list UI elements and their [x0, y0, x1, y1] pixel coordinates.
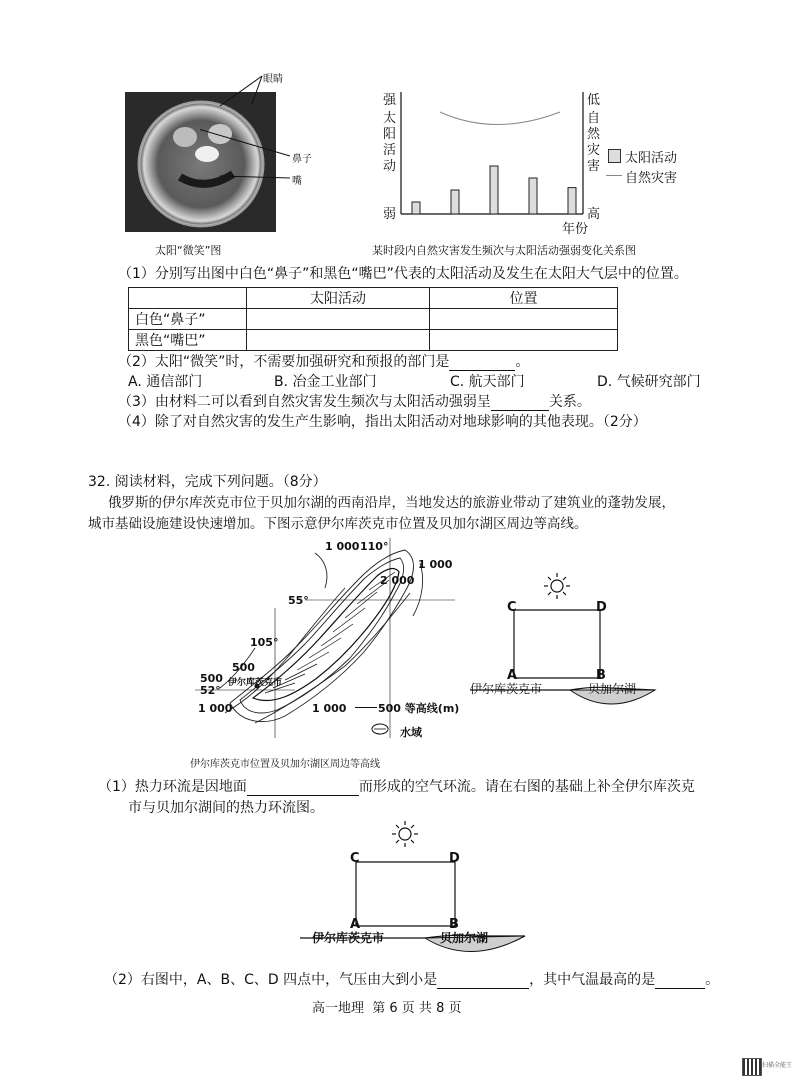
q2-end: 。	[515, 354, 530, 370]
contour-legend-line	[355, 707, 377, 708]
answer-city-label: 伊尔库茨克市	[312, 931, 385, 945]
lake-label: 贝加尔湖	[588, 682, 637, 696]
right-axis-top: 低	[587, 93, 601, 108]
answer-cell[interactable]	[247, 309, 430, 330]
q1-text: （1）分别写出图中白色“鼻子”和黑色“嘴巴”代表的太阳活动及发生在太阳大气层中的位置。	[118, 266, 688, 282]
sun-icon	[392, 821, 418, 847]
q2-blank[interactable]	[449, 370, 515, 371]
map-label-irkutsk: 伊尔库茨克市	[228, 678, 283, 688]
map-label-1000-left: 1 000	[198, 702, 233, 715]
q32-title: 32. 阅读材料，完成下列问题。（8分）	[88, 474, 327, 490]
q3-end: 关系。	[548, 394, 591, 410]
q2-option-a: A. 通信部门	[128, 374, 203, 390]
table-header-position: 位置	[430, 288, 618, 309]
table-header-row	[129, 288, 618, 309]
q2-option-b: B. 冶金工业部门	[274, 374, 377, 390]
table-header-activity: 太阳活动	[247, 288, 430, 309]
q32-2-text-a: （2）右图中，A、B、C、D 四点中，气压由大到小是	[104, 972, 438, 988]
city-label: 伊尔库茨克市	[470, 682, 543, 696]
figure1-caption: 太阳“微笑”图	[155, 244, 222, 257]
q32-2-text-b: ，其中气温最高的是	[529, 972, 656, 988]
point-b-label: B	[596, 668, 606, 683]
legend-disaster: 自然灾害	[625, 171, 678, 186]
q32-1-blank[interactable]	[247, 795, 359, 796]
left-axis-bottom: 弱	[383, 207, 397, 222]
left-axis-top: 强	[383, 93, 397, 108]
q2-option-d: D. 气候研究部门	[597, 374, 701, 390]
solar-activity-bar	[568, 188, 576, 214]
qr-code-icon	[742, 1058, 762, 1076]
answer-point-c: C	[350, 851, 360, 866]
map-label-110: 110°	[360, 540, 389, 553]
left-axis-title: 太阳活动	[383, 111, 397, 174]
solar-disaster-chart	[400, 92, 586, 216]
water-legend-text: 水域	[400, 726, 422, 739]
map-label-500-a: 500	[232, 661, 255, 674]
q32-1-text-b: 而形成的空气环流。请在右图的基础上补全伊尔库茨克	[358, 779, 695, 795]
q1-answer-table	[128, 287, 618, 351]
nose-label: 鼻子	[292, 154, 312, 165]
q2-text: （2）太阳“微笑”时，不需要加强研究和预报的部门是	[118, 354, 450, 370]
q32-2-line	[104, 971, 719, 989]
answer-cell[interactable]	[430, 330, 618, 351]
page-footer: 高一地理 第 6 页 共 8 页	[312, 1001, 462, 1016]
sun-icon	[544, 573, 570, 599]
solar-activity-bar	[451, 190, 459, 214]
q3-blank[interactable]	[491, 410, 549, 411]
map-label-1000-bottom: 1 000	[312, 702, 347, 715]
point-c-label: C	[507, 600, 517, 615]
figure2-caption: 某时段内自然灾害发生频次与太阳活动强弱变化关系图	[372, 244, 636, 257]
watermark-text: 扫描全能王	[762, 1062, 793, 1069]
eyes-label: 眼睛	[263, 74, 283, 85]
map-label-52: 52°	[200, 684, 221, 697]
answer-lake-label: 贝加尔湖	[440, 931, 489, 945]
legend-bar-swatch	[608, 149, 621, 163]
contour-legend-text: 500 等高线(m)	[378, 702, 460, 715]
map-label-1000-right: 1 000	[418, 558, 453, 571]
point-a-label: A	[507, 668, 518, 683]
q32-1-text-a: （1）热力环流是因地面	[98, 779, 247, 795]
table-header-empty	[129, 288, 247, 309]
q3-line	[118, 393, 591, 411]
q32-1-line1	[98, 778, 695, 796]
map-label-55: 55°	[288, 594, 309, 607]
q32-para1: 俄罗斯的伊尔库茨克市位于贝加尔湖的西南沿岸，当地发达的旅游业带动了建筑业的蓬勃发展，	[108, 495, 675, 511]
map-label-2000: 2 000	[380, 574, 415, 587]
q32-2-blank-pressure[interactable]	[437, 988, 529, 989]
table-row	[129, 330, 618, 351]
right-axis-bottom: 高	[587, 207, 601, 222]
q2-line	[118, 353, 529, 371]
answer-point-d: D	[449, 851, 460, 866]
solar-activity-bar	[490, 166, 498, 214]
map-label-500-b: 500	[200, 672, 223, 685]
right-axis-title: 自然灾害	[587, 111, 601, 174]
legend-line-swatch	[606, 175, 622, 176]
q3-text: （3）由材料二可以看到自然灾害发生频次与太阳活动强弱呈	[118, 394, 491, 410]
water-legend-icon	[370, 722, 396, 738]
map-caption: 伊尔库茨克市位置及贝加尔湖区周边等高线	[190, 759, 380, 770]
answer-point-b: B	[449, 917, 459, 932]
disaster-curve	[440, 112, 560, 125]
row-label-mouth: 黑色“嘴巴”	[129, 330, 247, 351]
q32-2-blank-temp[interactable]	[655, 988, 705, 989]
table-row	[129, 309, 618, 330]
answer-point-a: A	[350, 917, 361, 932]
q2-option-c: C. 航天部门	[450, 374, 525, 390]
map-label-1000-top: 1 000	[325, 540, 360, 553]
answer-cell[interactable]	[247, 330, 430, 351]
q32-1-text-c: 市与贝加尔湖间的热力环流图。	[128, 800, 324, 816]
map-label-105: 105°	[250, 636, 279, 649]
solar-activity-bar	[412, 202, 420, 214]
q32-2-text-c: 。	[705, 972, 720, 988]
row-label-nose: 白色“鼻子”	[129, 309, 247, 330]
q4-text: （4）除了对自然灾害的发生产生影响，指出太阳活动对地球影响的其他表现。（2分）	[118, 414, 647, 430]
answer-cell[interactable]	[430, 309, 618, 330]
mouth-label: 嘴	[292, 176, 302, 187]
x-axis-label: 年份	[562, 222, 589, 237]
solar-activity-bar	[529, 178, 537, 214]
point-d-label: D	[596, 600, 607, 615]
legend-solar: 太阳活动	[625, 151, 678, 166]
q32-para2: 城市基础设施建设快速增加。下图示意伊尔库茨克市位置及贝加尔湖区周边等高线。	[88, 516, 588, 532]
